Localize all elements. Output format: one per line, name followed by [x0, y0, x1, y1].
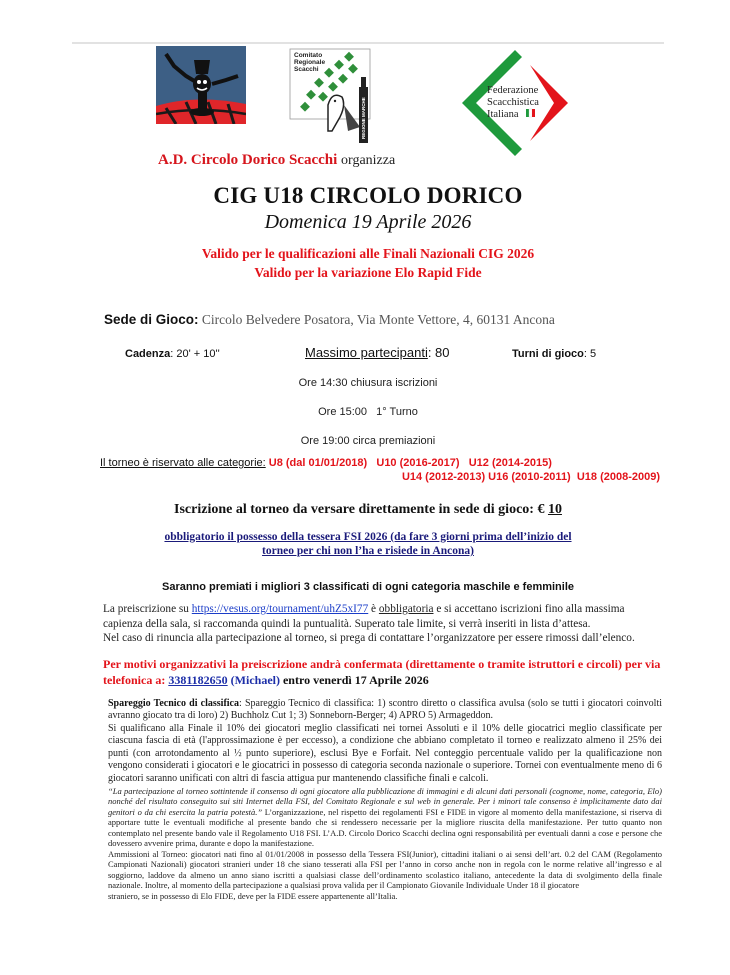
event-date: Domenica 19 Aprile 2026 — [264, 211, 472, 233]
max-participants-value: : 80 — [427, 345, 450, 360]
confirmation-notice — [103, 656, 663, 688]
prizes-notice: Saranno premiati i migliori 3 classificati di ogni categoria maschile e femminile — [161, 581, 575, 593]
schedule-item: Ore 19:00 circa premiazioni — [300, 435, 436, 447]
registration-fee — [72, 501, 664, 519]
schedule-item: Ore 14:30 chiusura iscrizioni — [298, 377, 438, 389]
rounds-label: Turni di gioco — [512, 348, 584, 360]
admissions-text: Ammissioni al Torneo: giocatori nati fino al 01/01/2008 in possesso della Tessera FSI(Junior), cittadini italiani o ai sensi dell’art. 0.2 del CAM (Regolamento Campionati Nazionali) giocatori stranieri under 18 che siano tesserati alla FSI per l’anno in corso anche non in regola con le norme relative all’ingresso e al soggiorno, laddove da almeno un anno siano iscritti a qualsiasi classe dell’ordinamento scolastico italiano, antecedente la data di svolgimento della finale nazionale. Inoltre, al momento della partecipazione a qualsiasi prova valida per il Campionato Giovanile Individuale Under 18 il giocatore — [108, 848, 662, 891]
fee-amount: 10 — [547, 502, 562, 517]
confirmation-phone[interactable]: 3381182650 — [168, 672, 228, 687]
prereg-link[interactable]: https://vesus.org/tournament/uhZ5xI77 — [191, 603, 369, 615]
admissions-end-text: straniero, se in possesso di Elo FIDE, deve per la FIDE essere appartenente all’Italia. — [108, 890, 398, 901]
federation-text-2: Scacchistica — [487, 97, 539, 108]
valid-elo: Valido per la variazione Elo Rapid Fide — [254, 265, 482, 280]
venue-label: Sede di Gioco: — [104, 312, 199, 327]
svg-text:Scacchi: Scacchi — [294, 66, 319, 73]
membership-line2: torneo per chi non l’ha e risiede in Ancona) — [262, 545, 474, 557]
prereg-intro: La preiscrizione su — [103, 603, 192, 615]
prereg-rest: e si accettano iscrizioni fino alla massima capienza della sala, si raccomanda quindi la puntualità. Superato tale limite, si verrà inseriti in lista d’attesa. — [103, 603, 625, 630]
federation-logo — [460, 48, 570, 158]
organizer-suffix: organizza — [341, 153, 396, 168]
cadenza-value: : 20' + 10'' — [170, 348, 220, 360]
max-participants — [305, 345, 450, 360]
regione-marche-text: REGIONE MARCHE — [361, 97, 366, 139]
venue-value: Circolo Belvedere Posatora, Via Monte Vettore, 4, 60131 Ancona — [201, 312, 555, 327]
categories — [100, 456, 660, 486]
club-logo — [156, 46, 246, 124]
organizer-line — [158, 152, 395, 169]
cadenza-label: Cadenza — [125, 348, 171, 360]
rounds — [512, 348, 596, 360]
svg-text:Regionale: Regionale — [294, 59, 326, 66]
organizer-name: A.D. Circolo Dorico Scacchi — [158, 152, 338, 168]
confirmation-deadline: entro venerdì 17 Aprile 2026 — [279, 672, 429, 687]
cadenza — [125, 348, 220, 360]
svg-text:Comitato: Comitato — [294, 52, 323, 59]
confirmation-text: Per motivi organizzativi la preiscrizione andrà confermata (direttamente o tramite istruttori e circoli) per via telefonica a: — [103, 656, 661, 687]
federation-text-1: Federazione — [487, 85, 539, 96]
venue-line — [104, 312, 555, 328]
consent-text: “La partecipazione al torneo sottintende il consenso di ogni giocatore alla pubblicazione di immagini e di alcuni dati personali (cognome, nome, categoria, Elo) nonché del risultato conseguito sui siti Internet della FSI, del Comitato Regionale e sul web in generale. Per i minori tale consenso è implicitamente dato dai genitori o da chi esercita la patria potestà.” — [108, 785, 662, 817]
membership-notice — [72, 530, 664, 558]
qualification-text: Si qualificano alla Finale il 10% dei giocatori meglio classificati nei tornei Assoluti e il 10% delle giocatrici meglio classificate per ciascuna fascia di età (l'approssimazione è per eccesso), a condizione che abbiano completato il torneo e realizzato almeno il 25% dei punti (con arrotondamento al ½ punto superiore), esclusi Bye e Forfait. Nel conteggio percentuale valido per la qualificazione non vengono considerati i giocatori e le giocatrici in possesso di categoria seconda nazionale o superiore. Tornei con eventualmente meno di 6 giocatori saranno unificati con altri di fascia attigua pur mantenendo classifiche finali e calcoli. — [108, 722, 662, 785]
event-title: CIG U18 CIRCOLO DORICO — [213, 183, 523, 208]
schedule-item: Ore 15:00 1° Turno — [318, 406, 418, 418]
max-participants-label: Massimo partecipanti — [305, 345, 428, 360]
preregistration-text — [103, 602, 663, 646]
chess-pawn-mascot-icon — [156, 46, 246, 124]
lower-section — [103, 602, 663, 901]
categories-line2: U14 (2012-2013) U16 (2010-2011) U18 (2008-2009) — [401, 471, 660, 483]
categories-label: Il torneo è riservato alle categorie: — [100, 457, 266, 469]
membership-line1: obbligatorio il possesso della tessera FSI 2026 (da fare 3 giorni prima dell’inizio del — [164, 531, 572, 543]
top-divider — [72, 42, 664, 44]
fee-text: Iscrizione al torneo da versare direttamente in sede di gioco: € — [174, 502, 548, 517]
rounds-value: : 5 — [583, 348, 597, 360]
categories-line1: U8 (dal 01/01/2018) U10 (2016-2017) U12 (2014-2015) — [265, 457, 552, 469]
valid-qualification: Valido per le qualificazioni alle Finali Nazionali CIG 2026 — [201, 246, 535, 261]
organization-text: L’organizzazione, nel rispetto dei regolamenti FSI e FIDE in vigore al momento della manifestazione, si riserva di apportare tutte le eventuali modifiche al presente bando che si rendessero necessarie per la migliore riuscita della manifestazione. Per tutto quanto non contemplato nel presente bando vale il Regolamento U18 FSI. L’A.D. Circolo Dorico Scacchi declina ogni responsabilità per eventuali danni a cose e persone che dovessero avvenire prima, durante e dopo la manifestazione. — [108, 806, 662, 849]
tiebreak-label: Spareggio Tecnico di classifica — [108, 697, 239, 709]
prereg-mandatory: obbligatoria — [378, 603, 434, 615]
prereg-mid: è — [368, 603, 379, 615]
confirmation-contact: (Michael) — [227, 672, 280, 687]
regional-committee-logo — [288, 47, 383, 147]
federation-text-3: Italiana — [487, 109, 519, 120]
tiebreak-text: : Spareggio Tecnico di classifica: 1) scontro diretto o classifica avulsa (solo se tutti i giocatori coinvolti avranno giocato tra di loro) 2) Buchholz Cut 1; 3) Sonneborn-Berger; 4) APRO 5) Armageddon. — [108, 697, 663, 722]
prereg-withdraw: Nel caso di rinuncia alla partecipazione al torneo, si prega di contattare l’organizzatore per essere rimossi dall’elenco. — [103, 632, 635, 644]
rules-section — [108, 698, 662, 902]
